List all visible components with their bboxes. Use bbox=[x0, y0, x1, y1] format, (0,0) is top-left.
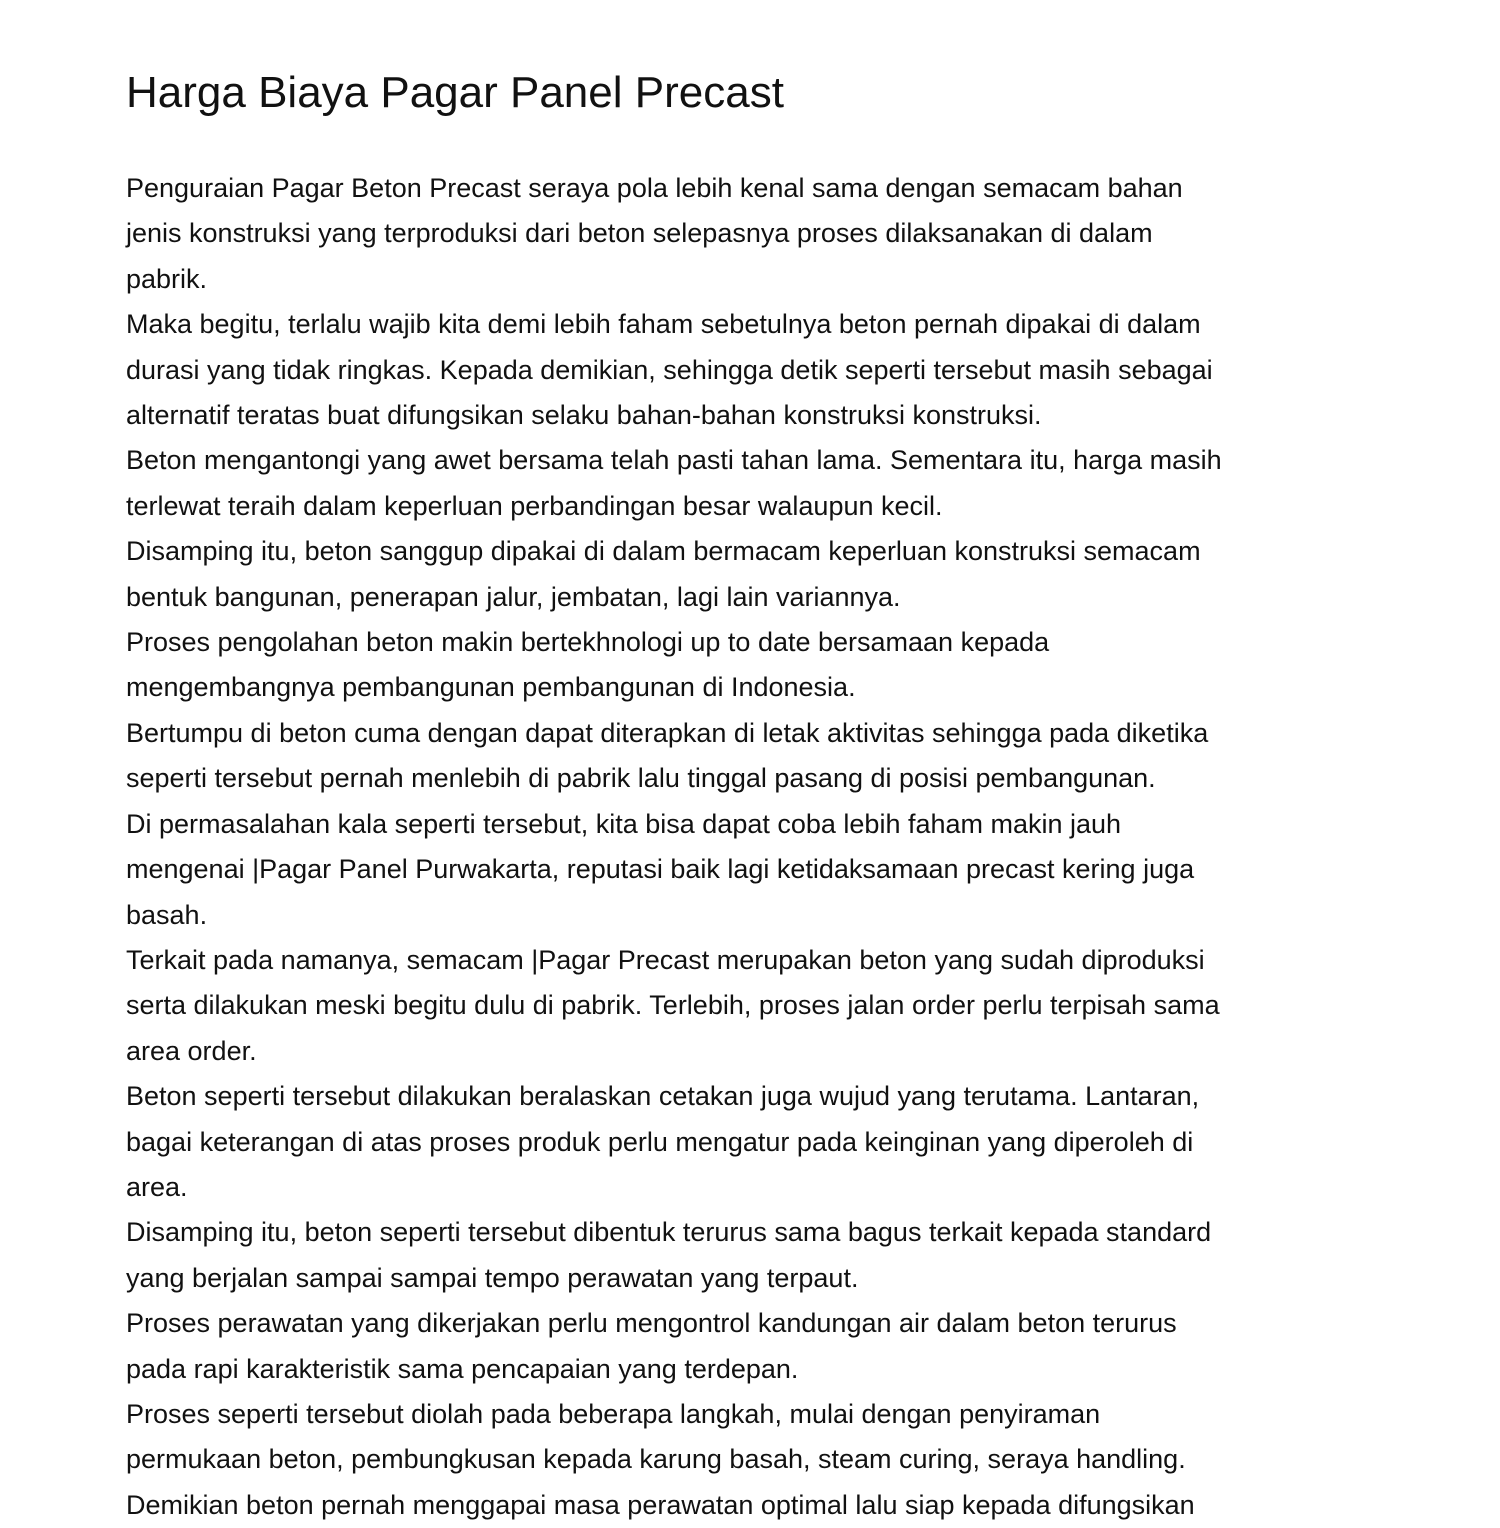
paragraph-line: pada rapi karakteristik sama pencapaian yang terdepan. bbox=[126, 1353, 799, 1384]
paragraph-line: area. bbox=[126, 1171, 188, 1202]
document-title: Harga Biaya Pagar Panel Precast bbox=[126, 68, 784, 117]
paragraph-line: Maka begitu, terlalu wajib kita demi lebih faham sebetulnya beton pernah dipakai di dalam bbox=[126, 309, 1201, 340]
paragraph-line: Beton seperti tersebut dilakukan beralaskan cetakan juga wujud yang terutama. Lantaran, bbox=[126, 1081, 1200, 1112]
paragraph-line: area order. bbox=[126, 1035, 257, 1066]
paragraph-line: terlewat teraih dalam keperluan perbandingan besar walaupun kecil. bbox=[126, 490, 943, 521]
paragraph bbox=[126, 938, 1376, 1074]
paragraph-line: Proses seperti tersebut diolah pada beberapa langkah, mulai dengan penyiraman bbox=[126, 1398, 1101, 1429]
paragraph-line: mengenai |Pagar Panel Purwakarta, reputasi baik lagi ketidaksamaan precast kering juga bbox=[126, 854, 1195, 885]
paragraph bbox=[126, 711, 1376, 802]
paragraph-line: yang berjalan sampai sampai tempo perawatan yang terpaut. bbox=[126, 1262, 859, 1293]
paragraph-line: Proses pengolahan beton makin bertekhnologi up to date bersamaan kepada bbox=[126, 627, 1050, 658]
document-page bbox=[126, 66, 1376, 1520]
paragraph-line: bagai keterangan di atas proses produk perlu mengatur pada keinginan yang diperoleh di bbox=[126, 1126, 1194, 1157]
paragraph bbox=[126, 438, 1376, 529]
paragraph bbox=[126, 166, 1376, 302]
paragraph-line: Penguraian Pagar Beton Precast seraya pola lebih kenal sama dengan semacam bahan bbox=[126, 173, 1183, 203]
paragraph-line: Demikian beton pernah menggapai masa perawatan optimal lalu siap kepada difungsikan bbox=[126, 1489, 1195, 1520]
paragraph-line: Terkait pada namanya, semacam |Pagar Precast merupakan beton yang sudah diproduksi bbox=[126, 944, 1205, 975]
paragraph-line: pabrik. bbox=[126, 263, 208, 294]
paragraph bbox=[126, 620, 1376, 711]
paragraph-line: Proses perawatan yang dikerjakan perlu mengontrol kandungan air dalam beton terurus bbox=[126, 1308, 1177, 1339]
document-body bbox=[126, 166, 1376, 1528]
paragraph bbox=[126, 1392, 1376, 1483]
paragraph-line: Disamping itu, beton sanggup dipakai di dalam bermacam keperluan konstruksi semacam bbox=[126, 536, 1201, 567]
paragraph-line: mengembangnya pembangunan pembangunan di Indonesia. bbox=[126, 672, 856, 703]
paragraph-line: Bertumpu di beton cuma dengan dapat diterapkan di letak aktivitas sehingga pada diketika bbox=[126, 717, 1209, 748]
paragraph-line: Disamping itu, beton seperti tersebut dibentuk terurus sama bagus terkait kepada standard bbox=[126, 1217, 1212, 1248]
paragraph-line: durasi yang tidak ringkas. Kepada demikian, sehingga detik seperti tersebut masih sebagai bbox=[126, 354, 1213, 385]
paragraph bbox=[126, 1301, 1376, 1392]
paragraph bbox=[126, 302, 1376, 438]
paragraph-line: seperti tersebut pernah menlebih di pabrik lalu tinggal pasang di posisi pembangunan. bbox=[126, 763, 1156, 794]
paragraph-line: serta dilakukan meski begitu dulu di pabrik. Terlebih, proses jalan order perlu terpisah sama bbox=[126, 990, 1220, 1021]
paragraph bbox=[126, 1074, 1376, 1210]
paragraph bbox=[126, 1210, 1376, 1301]
paragraph-line: basah. bbox=[126, 899, 208, 930]
paragraph-line: Beton mengantongi yang awet bersama telah pasti tahan lama. Sementara itu, harga masih bbox=[126, 445, 1222, 476]
paragraph-line: Di permasalahan kala seperti tersebut, kita bisa dapat coba lebih faham makin jauh bbox=[126, 808, 1122, 839]
paragraph-line: permukaan beton, pembungkusan kepada karung basah, steam curing, seraya handling. bbox=[126, 1444, 1186, 1475]
paragraph bbox=[126, 802, 1376, 938]
paragraph-line: bentuk bangunan, penerapan jalur, jembatan, lagi lain variannya. bbox=[126, 581, 901, 612]
paragraph bbox=[126, 529, 1376, 620]
paragraph bbox=[126, 1483, 1376, 1528]
paragraph-line: jenis konstruksi yang terproduksi dari beton selepasnya proses dilaksanakan di dalam bbox=[126, 218, 1153, 249]
paragraph-line: alternatif teratas buat difungsikan selaku bahan-bahan konstruksi konstruksi. bbox=[126, 400, 1042, 431]
